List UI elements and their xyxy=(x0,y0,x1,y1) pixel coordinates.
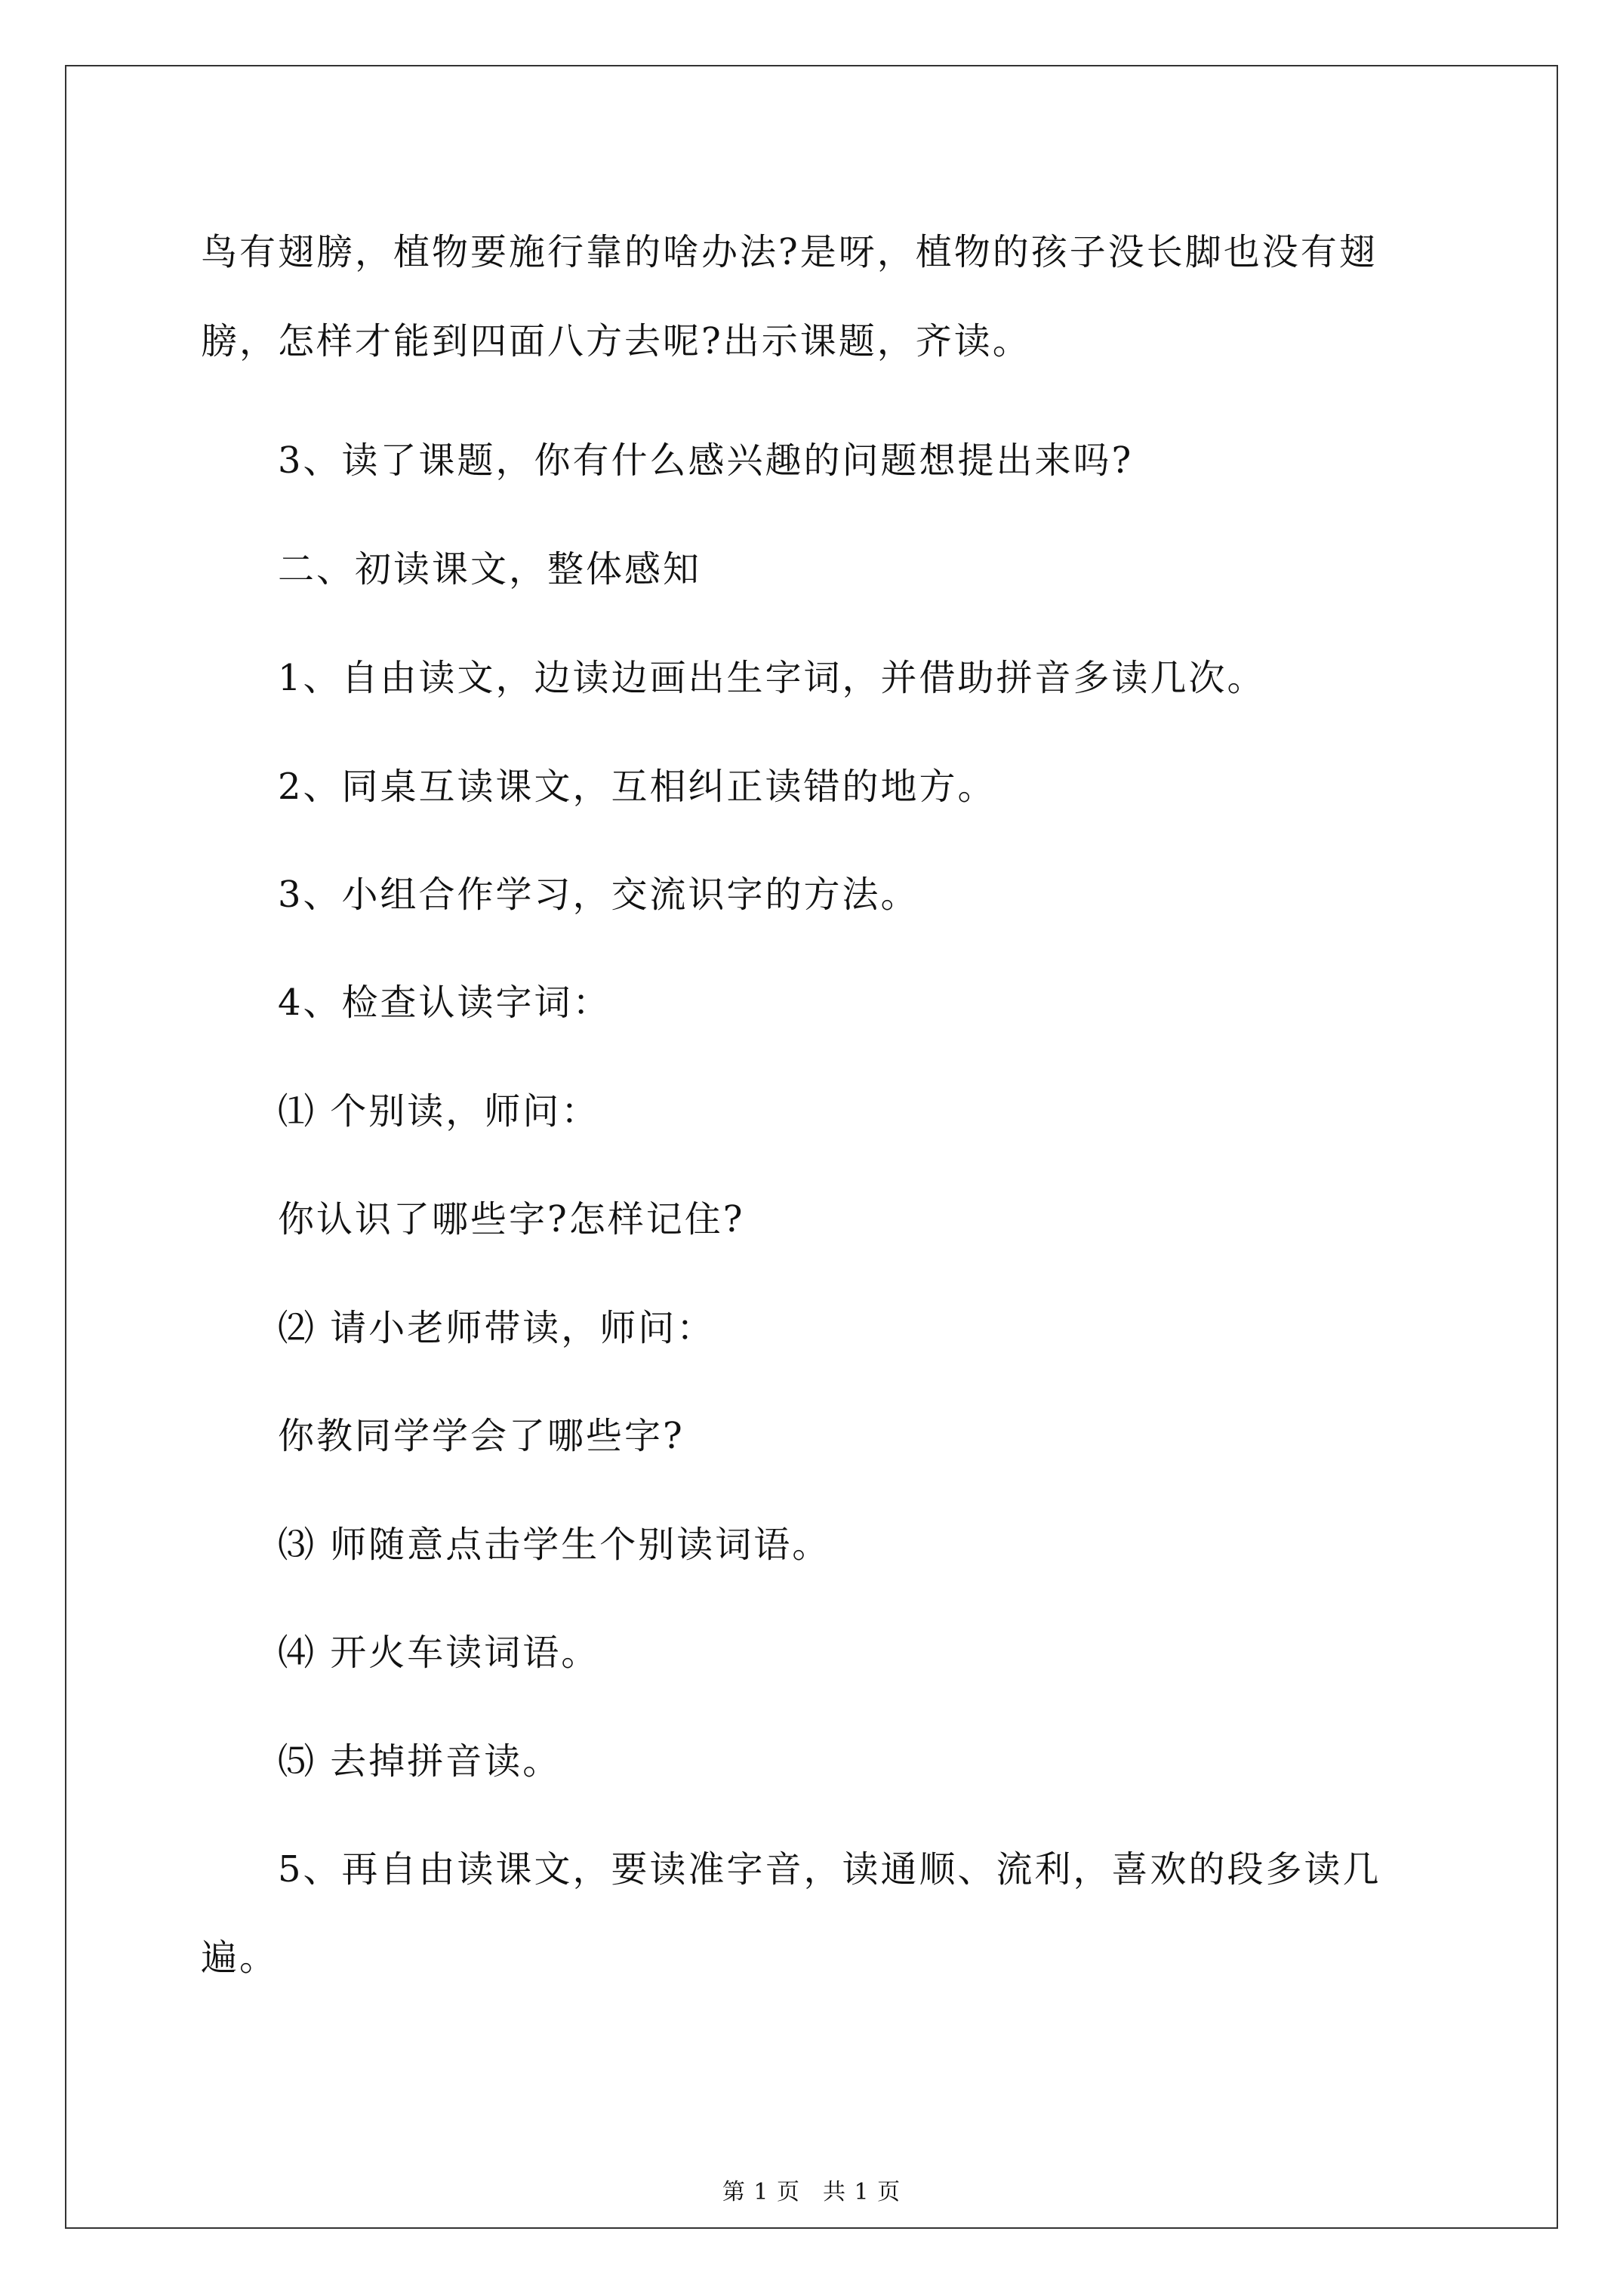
paragraph-line: ⑸ 去掉拼音读。 xyxy=(278,1740,562,1783)
paragraph-line: 1、自由读文，边读边画出生字词，并借助拼音多读几次。 xyxy=(278,657,1266,699)
paragraph-line: ⑷ 开火车读词语。 xyxy=(278,1632,600,1674)
section-heading: 二、初读课文，整体感知 xyxy=(278,548,702,590)
page-footer xyxy=(0,2177,1623,2208)
paragraph-line: 4、检查认读字词： xyxy=(278,982,611,1024)
page-total: 共 1 页 xyxy=(823,2179,901,2205)
paragraph-line: ⑴ 个别读，师问： xyxy=(278,1090,600,1133)
page-frame xyxy=(65,65,1558,2229)
paragraph-line: 膀，怎样才能到四面八方去呢?出示课题，齐读。 xyxy=(201,320,1031,362)
paragraph-line: 你教同学学会了哪些字? xyxy=(278,1415,685,1457)
paragraph-line: 遍。 xyxy=(201,1937,279,1979)
paragraph-line: 3、小组合作学习，交流识字的方法。 xyxy=(278,874,919,916)
paragraph-line: 5、再自由读课文，要读准字音，读通顺、流利，喜欢的段多读几 xyxy=(278,1848,1381,1891)
paragraph-line: 鸟有翅膀，植物要施行靠的啥办法?是呀，植物的孩子没长脚也没有翅 xyxy=(201,231,1378,273)
paragraph-line: 你认识了哪些字?怎样记住? xyxy=(278,1198,745,1240)
paragraph-line: ⑶ 师随意点击学生个别读词语。 xyxy=(278,1524,831,1566)
paragraph-line: ⑵ 请小老师带读，师问： xyxy=(278,1307,716,1349)
paragraph-line: 3、读了课题，你有什么感兴趣的问题想提出来吗? xyxy=(278,439,1134,482)
page-number: 第 1 页 xyxy=(722,2179,800,2205)
paragraph-line: 2、同桌互读课文，互相纠正读错的地方。 xyxy=(278,766,996,808)
